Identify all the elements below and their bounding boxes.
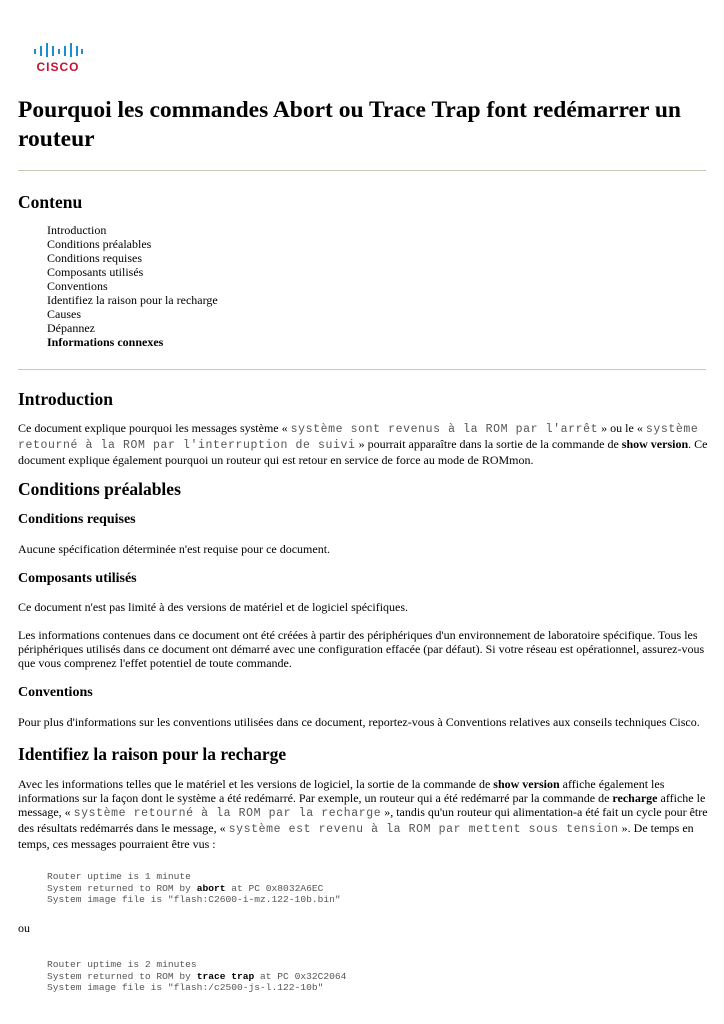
toc-item-introduction[interactable]: Introduction (47, 223, 107, 237)
toc-item-requirements[interactable]: Conditions requises (47, 251, 142, 265)
components-heading: Composants utilisés (18, 571, 137, 586)
requirements-paragraph: Aucune spécification déterminée n'est requise pour ce document. (18, 542, 331, 556)
toc-item-components[interactable]: Composants utilisés (47, 265, 144, 279)
divider (18, 369, 706, 370)
toc-heading: Contenu (18, 192, 83, 212)
toc-item-prerequisites[interactable]: Conditions préalables (47, 237, 152, 251)
table-of-contents (47, 223, 218, 349)
conventions-paragraph: Pour plus d'informations sur les conventions utilisées dans ce document, reportez-vous à Conventions relatives aux conseils techniques Cisco. (18, 715, 700, 729)
components-paragraph-lab: Les informations contenues dans ce document ont été créées à partir des périphériques d'un environnement de laboratoire spécifique. Tous les périphériques utilisés dans ce document ont démarré avec une configuration effacée (par défaut). Si votre réseau est opérationnel, assurez-vous que vous comprenez l'effet potentiel de toute commande. (18, 628, 705, 670)
cisco-bars-icon (33, 42, 83, 58)
toc-item-conventions[interactable]: Conventions (47, 279, 108, 293)
components-paragraph: Ce document n'est pas limité à des versions de matériel et de logiciel spécifiques. (18, 600, 409, 614)
introduction-paragraph: Ce document explique pourquoi les messages système « système sont revenus à la ROM par l'arrêt » ou le « système retourné à la ROM par l'interruption de suivi » pourrait apparaître dans la sortie de la commande de show version. Ce document explique également pourquoi un routeur qui est retour en service de force au mode de ROMmon. (18, 421, 708, 467)
toc-item-troubleshoot[interactable]: Dépannez (47, 321, 95, 335)
toc-item-causes[interactable]: Causes (47, 307, 81, 321)
divider (18, 170, 706, 171)
or-text: ou (18, 921, 30, 935)
reload-reason-heading: Identifiez la raison pour la recharge (18, 744, 287, 764)
cisco-wordmark: CISCO (36, 60, 80, 74)
toc-item-related-info[interactable]: Informations connexes (47, 335, 164, 349)
toc-item-reload-reason[interactable]: Identifiez la raison pour la recharge (47, 293, 218, 307)
page-title: Pourquoi les commandes Abort ou Trace Trap font redémarrer un routeur (18, 97, 681, 152)
conventions-heading: Conventions (18, 685, 93, 700)
cisco-logo (33, 42, 83, 74)
reload-reason-paragraph: Avec les informations telles que le matériel et les versions de logiciel, la sortie de la commande de show version affiche également les informations sur la façon dont le système a été redémarré. Par exemple, un routeur qui a été redémarré par la commande de recharge affiche le message, « système retourné à la ROM par la recharge », tandis qu'un routeur qui alimentation-a été fait un cycle pour être des résultats redémarrés dans le message, « système est revenu à la ROM par mettent sous tension ». De temps en temps, ces messages pourraient être vus : (18, 777, 708, 851)
code-block-abort: Router uptime is 1 minute System returned to ROM by abort at PC 0x8032A6EC System image file is "flash:C2600-i-mz.122-10b.bin" (47, 871, 341, 905)
prerequisites-heading: Conditions préalables (18, 479, 181, 499)
requirements-heading: Conditions requises (18, 512, 136, 527)
introduction-heading: Introduction (18, 389, 113, 409)
code-block-trace-trap: Router uptime is 2 minutes System returned to ROM by trace trap at PC 0x32C2064 System image file is "flash:/c2500-js-l.122-10b" (47, 959, 347, 993)
